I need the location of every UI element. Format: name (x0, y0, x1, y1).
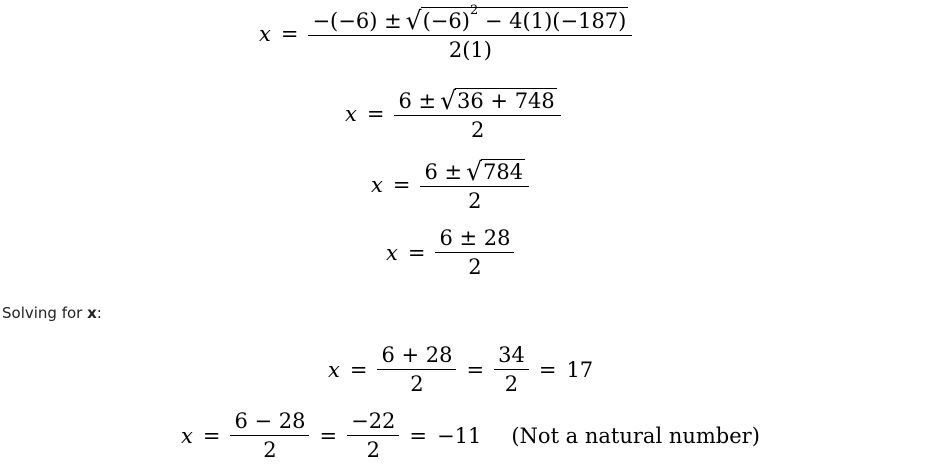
equals-sign: = (366, 101, 385, 126)
variable-x: x (386, 240, 398, 265)
variable-x: x (371, 172, 383, 197)
equation-step-2 (345, 87, 561, 141)
result-value: −11 (437, 423, 482, 448)
equals-sign: = (407, 240, 426, 265)
equals-sign: = (538, 357, 557, 382)
fraction-numerator (308, 3, 632, 35)
result-value: 17 (566, 357, 594, 382)
equals-sign: = (349, 357, 368, 382)
quadratic-formula-fraction (308, 3, 632, 62)
equals-sign: = (280, 21, 299, 46)
fraction-numerator (394, 87, 560, 115)
numerator-prefix: 6 ± (424, 160, 463, 184)
equation-step-3 (371, 158, 529, 212)
radicand: 36 + 748 (457, 89, 555, 113)
square-root (440, 86, 557, 115)
fraction-numerator: 6 ± 28 (439, 226, 511, 250)
solving-label: Solving for x: (2, 304, 102, 322)
fraction-denominator: 2 (366, 438, 380, 462)
fraction-denominator: 2 (468, 255, 482, 279)
fraction (420, 158, 529, 212)
fraction-denominator: 2 (504, 372, 519, 396)
equation-step-1 (259, 3, 632, 62)
fraction-denominator: 2 (263, 438, 277, 462)
exponent: 2 (469, 3, 479, 18)
equals-sign: = (409, 423, 428, 448)
fraction-denominator: 2 (470, 118, 485, 142)
square-root (466, 157, 525, 186)
fraction-denominator: 2 (468, 189, 482, 213)
numerator-prefix: 6 ± (398, 89, 437, 113)
equals-sign: = (202, 423, 221, 448)
fraction-numerator: −22 (351, 409, 396, 433)
variable-x: x (328, 357, 340, 382)
fraction-numerator: 6 + 28 (381, 343, 453, 367)
variable-x: x (259, 21, 271, 46)
equation-step-4 (386, 228, 514, 278)
solution-1 (328, 345, 593, 395)
fraction-denominator: 2(1) (448, 38, 492, 62)
fraction-numerator (420, 158, 529, 186)
fraction (230, 411, 309, 461)
solving-variable: x (87, 304, 97, 322)
fraction (377, 345, 456, 395)
fraction (347, 411, 399, 461)
fraction-numerator: 34 (498, 343, 525, 367)
radical-sign-icon: √ (466, 157, 483, 186)
equals-sign: = (319, 423, 338, 448)
radical-sign-icon: √ (405, 6, 422, 35)
square-root (405, 3, 629, 35)
fraction (394, 87, 560, 141)
variable-x: x (345, 101, 357, 126)
numerator-prefix: −(−6) ± (312, 9, 402, 33)
fraction-denominator: 2 (410, 372, 424, 396)
radicand: 784 (483, 160, 524, 184)
equals-sign: = (466, 357, 485, 382)
solution-2 (181, 411, 760, 461)
fraction-numerator: 6 − 28 (234, 409, 306, 433)
fraction (494, 345, 529, 395)
radicand: $(-6)^2 - 4(1)(-187)$ (422, 3, 627, 33)
fraction (435, 228, 514, 278)
radical-sign-icon: √ (440, 86, 457, 115)
variable-x: x (181, 423, 193, 448)
rejection-note: (Not a natural number) (511, 423, 760, 448)
equals-sign: = (392, 172, 411, 197)
